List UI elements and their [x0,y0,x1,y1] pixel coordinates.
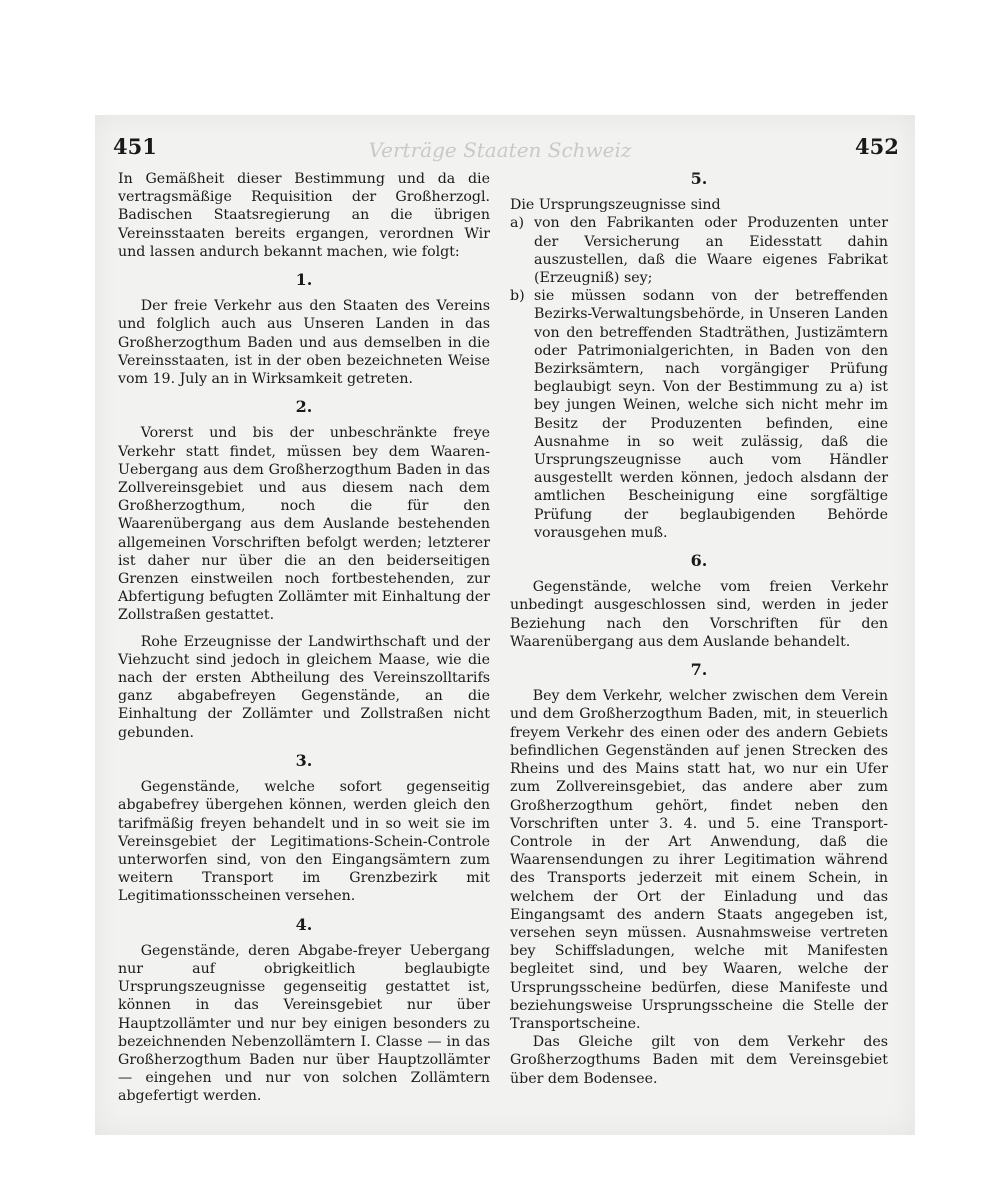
section-2-paragraph-1: Vorerst und bis der unbeschränkte freye Verkehr statt findet, müssen bey dem Waaren-Uebergang aus dem Großherzogthum Baden in das Zollvereinsgebiet und aus diesem nach dem Großherzogthum, noch die für den Waarenübergang aus dem Auslande bestehenden allgemeinen Vorschriften befolgt werden; letzterer ist daher nur über die an den beiderseitigen Grenzen einstweilen noch fortbestehenden, zur Abfertigung befugten Zollämter mit Einhaltung der Zollstraßen gestattet. [118,425,490,624]
page-number-right: 452 [855,134,899,159]
running-head: Verträge Staaten Schweiz [368,138,632,162]
section-5-intro: Die Ursprungszeugnisse sind [510,197,721,214]
left-column [118,170,490,1106]
section-number-7: 7. [690,660,708,680]
section-number-1: 1. [295,270,313,290]
section-number-6: 6. [690,551,708,571]
section-number-4: 4. [295,914,313,934]
section-number-3: 3. [295,750,313,770]
section-3-text: Gegenstände, welche sofort gegenseitig abgabefrey übergehen können, werden gleich den tarifmäßig freyen behandelt und in so weit sie im Vereinsgebiet der Legitimations-Schein-Controle unterworfen sind, von den Eingangsämtern zum weitern Transport im Grenzbezirk mit Legitimationsscheinen versehen. [118,779,490,905]
page-number-left: 451 [113,134,157,159]
list-item-a [510,214,888,287]
section-number-2: 2. [295,397,313,417]
section-2-paragraph-2: Rohe Erzeugnisse der Landwirthschaft und der Viehzucht sind jedoch in gleichem Maase, wie die nach der ersten Abtheilung des Vereinszolltarifs ganz abgabefreyen Gegenstände, an die Einhaltung der Zollämter und Zollstraßen nicht gebunden. [118,633,490,741]
list-marker: b) [510,288,525,305]
section-1-text: Der freie Verkehr aus den Staaten des Vereins und folglich auch aus Unseren Landen in das Großherzogthum Baden und aus demselben in die Vereinsstaaten, ist in der oben bezeichneten Weise vom 19. July an in Wirksamkeit getreten. [118,298,490,388]
section-number-5: 5. [690,169,708,188]
list-item-text: sie müssen sodann von der betreffenden Bezirks-Verwaltungsbehörde, in Unseren Landen von den betreffenden Stadträthen, Justizämtern oder Patrimonialgerichten, in Baden von den Bezirksämtern, nach vorgängiger Prüfung beglaubigt seyn. Von der Bestimmung zu a) ist bey jungen Weinen, welche sich nicht mehr im Besitz der Produzenten befinden, eine Ausnahme in so weit zulässig, daß die Ursprungszeugnisse auch vom Händler ausgestellt werden können, jedoch alsdann der amtlichen Bescheinigung eine sorgfältige Prüfung der beglaubigenden Behörde vorausgehen muß. [534,288,888,541]
list-marker: a) [510,215,524,232]
intro-paragraph: In Gemäßheit dieser Bestimmung und da die vertragsmäßige Requisition der Großherzogl. Badischen Staatsregierung an die übrigen Vereinsstaaten bereits ergangen, verordnen Wir und lassen andurch bekannt machen, wie folgt: [118,171,490,260]
section-4-text: Gegenstände, deren Abgabe-freyer Uebergang nur auf obrigkeitlich beglaubigte Ursprungszeugnisse gegenseitig gestattet ist, können in das Vereinsgebiet nur über Hauptzollämter und nur bey einigen besonders zu bezeichnenden Nebenzollämtern I. Classe — in das Großherzogthum Baden nur über Hauptzollämter — eingehen und nur von solchen Zollämtern abgefertigt werden. [118,942,490,1105]
list-item-b [510,287,888,542]
section-7-paragraph-1: Bey dem Verkehr, welcher zwischen dem Verein und dem Großherzogthum Baden, mit, in steuerlich freyem Verkehr des einen oder des andern Gebiets befindlichen Gegenständen auf jenen Strecken des Rheins und des Mains statt hat, wo nur ein Ufer zum Zollvereinsgebiet, das andere aber zum Großherzogthum gehört, findet neben den Vorschriften unter 3. 4. und 5. eine Transport-Controle in der Art Anwendung, daß die Waarensendungen zu ihrer Legitimation während des Transports jederzeit mit einem Schein, in welchem der Ort der Einladung und das Eingangsamt des andern Staats angegeben ist, versehen seyn müssen. Ausnahmsweise vertreten bey Schiffsladungen, welche mit Manifesten begleitet sind, und bey Waaren, welche der Ursprungsscheine bedürfen, diese Manifeste und beziehungsweise Ursprungsscheine die Stelle der Transportscheine. [510,688,888,1032]
list-item-text: von den Fabrikanten oder Produzenten unter der Versicherung an Eidesstatt dahin auszustellen, daß die Waare eigenes Fabrikat (Erzeugniß) sey; [534,215,888,287]
right-column [510,170,888,1088]
section-6-text: Gegenstände, welche vom freien Verkehr unbedingt ausgeschlossen sind, werden in jeder Beziehung nach den Vorschriften für den Waarenübergang aus dem Auslande behandelt. [510,579,888,650]
section-7-paragraph-2: Das Gleiche gilt von dem Verkehr des Großherzogthums Baden mit dem Vereinsgebiet über dem Bodensee. [510,1034,888,1087]
